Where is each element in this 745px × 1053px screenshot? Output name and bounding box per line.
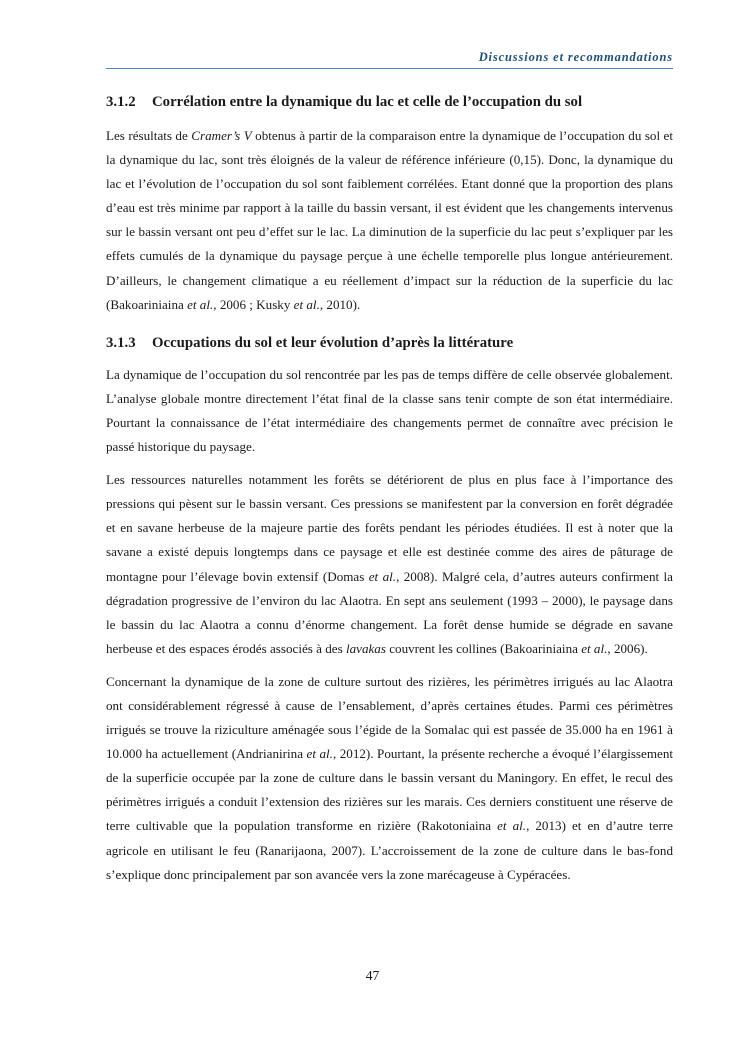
paragraph: Concernant la dynamique de la zone de culture surtout des rizières, les périmètres irrigués au lac Alaotra ont considérablement régressé à cause de l’ensablement, d’après certaines études. Parmi ces périmètres irrigués se trouve la riziculture aménagée sous l’égide de la Somalac qui est passée de 35.000 ha en 1961 à 10.000 ha actuellement (Andrianirina et al., 2012). Pourtant, la présente recherche a évoqué l’élargissement de la superficie occupée par la zone de culture dans le bassin versant du Maningory. En effet, le recul des périmètres irrigués a conduit l’extension des rizières sur les marais. Ces derniers constituent une réserve de terre cultivable que la population transforme en rizière (Rakotoniaina et al., 2013) et en d’autre terre agricole en utilisant le feu (Ranarijaona, 2007). L’accroissement de la zone de culture dans le bas-fond s’explique donc principalement par son avancée vers la zone marécageuse à Cypéracées. xyxy=(106,673,674,882)
section-number: 3.1.2 xyxy=(106,94,136,110)
running-header: Discussions et recommandations xyxy=(478,50,673,64)
section-heading-3-1-3 xyxy=(106,331,673,355)
paragraph: La dynamique de l’occupation du sol rencontrée par les pas de temps diffère de celle observée globalement. L’analyse globale montre directement l’état final de la classe sans tenir compte de son état intermédiaire. Pourtant la connaissance de l’état intermédiaire des changements permet de connaître avec précision le passé historique du paysage. xyxy=(106,366,673,455)
paragraph: Les ressources naturelles notamment les forêts se détériorent de plus en plus face à l’importance des pressions qui pèsent sur le bassin versant. Ces pressions se manifestent par la conversion en forêt dégradée et en savane herbeuse de la majeure partie des forêts pendant les périodes étudiées. Il est à noter que la savane a existé depuis longtemps dans ce paysage et elle est destinée comme des aires de pâturage de montagne pour l’élevage bovin extensif (Domas et al., 2008). Malgré cela, d’autres auteurs confirment la dégradation progressive de l’environ du lac Alaotra. En sept ans seulement (1993 – 2000), le paysage dans le bassin du lac Alaotra a connu d’énorme changement. La forêt dense humide se dégrade en savane herbeuse et des espaces érodés associés à des lavakas couvrent les collines (Bakoariniaina et al., 2006). xyxy=(106,472,673,656)
section-title: Corrélation entre la dynamique du lac et celle de l’occupation du sol xyxy=(152,94,583,110)
header-rule xyxy=(106,68,673,69)
section-number: 3.1.3 xyxy=(106,334,136,351)
page-number: 47 xyxy=(365,968,380,983)
paragraph: Les résultats de Cramer’s V obtenus à partir de la comparaison entre la dynamique de l’occupation du sol et la dynamique du lac, sont très éloignés de la valeur de référence inférieure (0,15). Donc, la dynamique du lac et l’évolution de l’occupation du sol sont faiblement corrélées. Etant donné que la proportion des plans d’eau est très minime par rapport à la taille du bassin versant, il est évident que les changements intervenus sur le bassin versant ont peu d’effet sur le lac. La diminution de la superficie du lac peut s’expliquer par les effets cumulés de la dynamique du paysage perçue à une échelle temporelle plus longue antérieurement. D’ailleurs, le changement climatique a eu réellement d’impact sur la réduction de la superficie du lac (Bakoariniaina et al., 2006 ; Kusky et al., 2010). xyxy=(106,128,674,312)
page-body xyxy=(106,90,673,887)
section-title: Occupations du sol et leur évolution d’après la littérature xyxy=(152,334,514,351)
section-heading-3-1-2 xyxy=(106,90,673,114)
